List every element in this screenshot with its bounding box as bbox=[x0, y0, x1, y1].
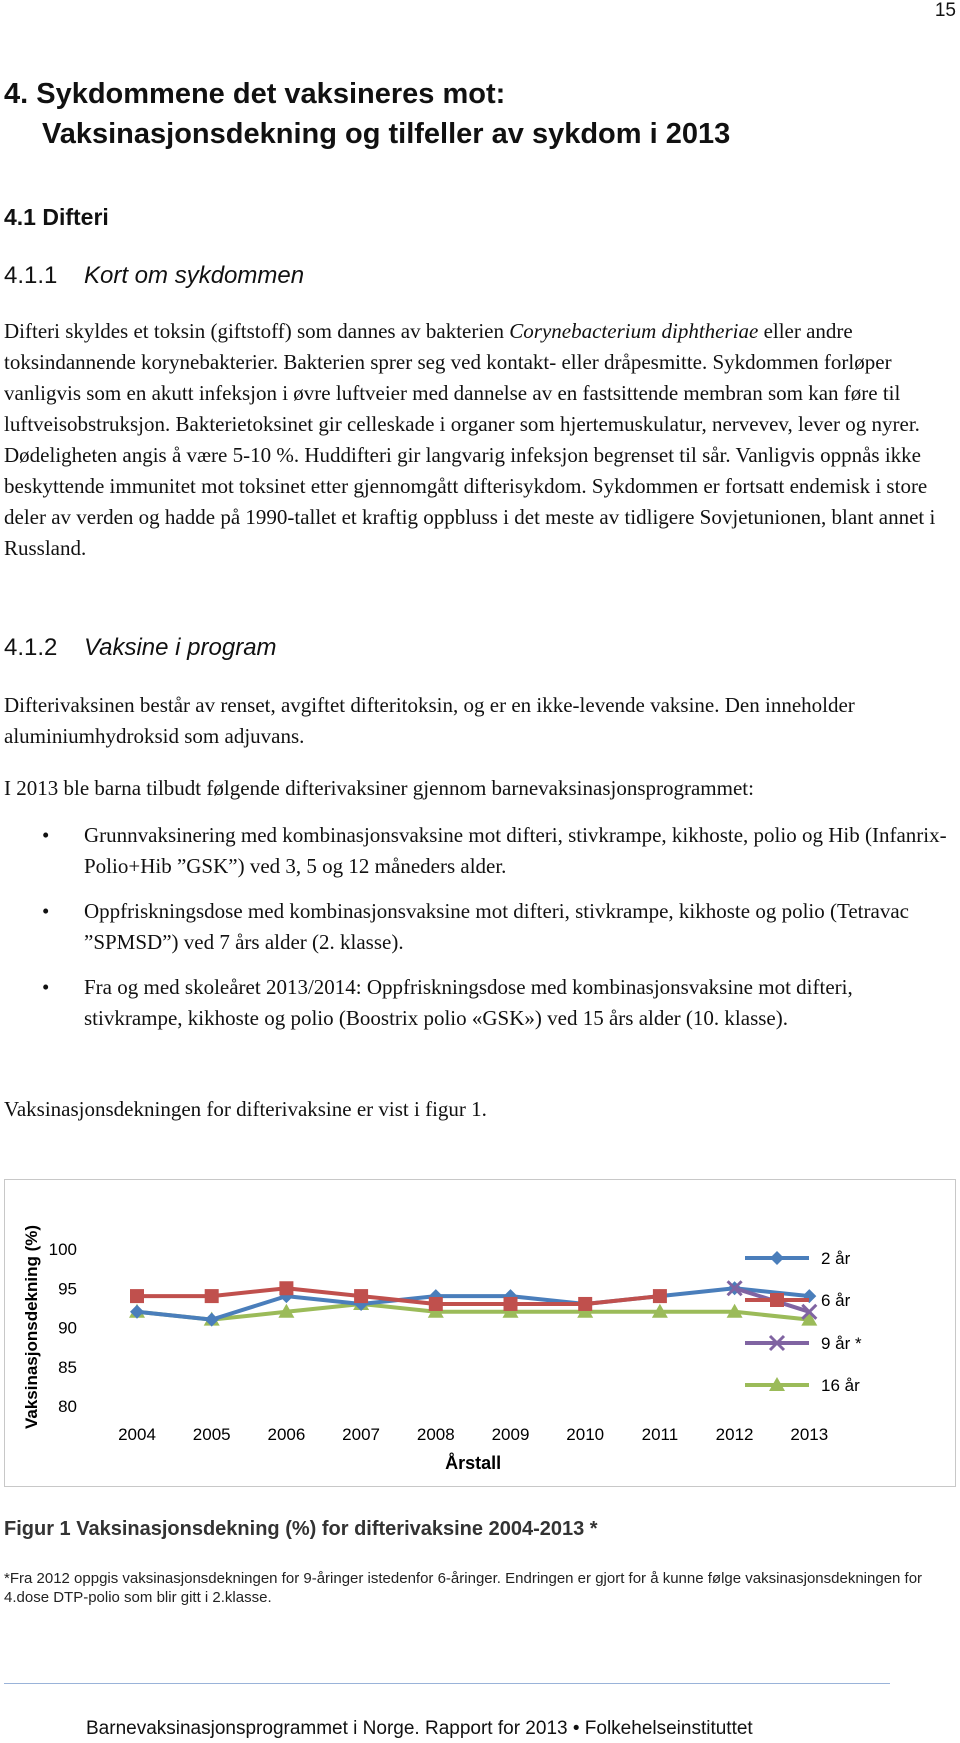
chart-frame bbox=[4, 1179, 956, 1487]
legend-marker bbox=[770, 1251, 784, 1265]
subsection-heading-411 bbox=[4, 262, 304, 290]
legend-label: 6 år bbox=[821, 1291, 851, 1310]
data-point bbox=[205, 1289, 219, 1303]
data-point bbox=[279, 1281, 293, 1295]
subsection-number: 4.1.2 bbox=[4, 634, 58, 661]
coverage-line-chart bbox=[5, 1180, 955, 1486]
subsection-heading-412 bbox=[4, 634, 277, 662]
list-item bbox=[4, 896, 954, 958]
data-point bbox=[504, 1297, 518, 1311]
x-tick-label: 2006 bbox=[267, 1425, 306, 1444]
page-footer: Barnevaksinasjonsprogrammet i Norge. Rapport for 2013 • Folkehelseinstituttet bbox=[86, 1718, 753, 1739]
paragraph-text: eller andre toksindannende korynebakterier. Bakterien sprer seg ved kontakt- eller dråpesmitte. Sykdommen forløper vanligvis som en akutt infeksjon i øvre luftveier med dannelse av en fastsittende membran som kan føre til luftveisobstruksjon. Bakterietoksinet gir celleskade i organer som hjertemuskulatur, nervevev, lever og nyrer. Dødeligheten angis å være 5-10 %. Huddifteri gir langvarig infeksjon begrenset til sår. Vanligvis oppnås ikke beskyttende immunitet mot toksinet etter gjennomgått difterisykdom. Sykdommen er fortsatt endemisk i store deler av verden og hadde på 1990-tallet et kraftig oppbluss i det meste av tidligere Sovjetunionen, blant annet i Russland. bbox=[4, 319, 936, 560]
x-axis-label: Årstall bbox=[445, 1453, 502, 1473]
subsection-number: 4.1.1 bbox=[4, 262, 58, 289]
data-point bbox=[354, 1289, 368, 1303]
bullet-icon: • bbox=[42, 899, 50, 923]
legend-marker bbox=[770, 1293, 784, 1307]
list-item-text: Oppfriskningsdose med kombinasjonsvaksine mot difteri, stivkrampe, kikhoste og polio (Tetravac ”SPMSD”) ved 7 års alder (2. klasse). bbox=[84, 899, 909, 954]
data-point bbox=[130, 1289, 144, 1303]
x-tick-label: 2005 bbox=[192, 1425, 231, 1444]
bullet-icon: • bbox=[42, 823, 50, 847]
x-tick-label: 2011 bbox=[641, 1425, 679, 1444]
subsection-title: Vaksine i program bbox=[84, 634, 277, 661]
footer-divider bbox=[4, 1683, 890, 1684]
page-number: 15 bbox=[934, 0, 956, 21]
y-tick-label: 80 bbox=[58, 1397, 77, 1416]
x-tick-label: 2004 bbox=[118, 1425, 156, 1444]
chapter-heading bbox=[4, 74, 730, 154]
y-axis-label: Vaksinasjonsdekning (%) bbox=[22, 1224, 41, 1430]
y-tick-label: 90 bbox=[58, 1318, 77, 1338]
species-name: Corynebacterium diphtheriae bbox=[509, 319, 759, 343]
legend-label: 9 år * bbox=[821, 1334, 862, 1353]
chapter-heading-line2: Vaksinasjonsdekning og tilfeller av sykdom i 2013 bbox=[42, 118, 731, 150]
x-tick-label: 2010 bbox=[566, 1425, 605, 1444]
data-point bbox=[653, 1289, 667, 1303]
section-heading: 4.1 Difteri bbox=[4, 204, 109, 230]
list-item-text: Fra og med skoleåret 2013/2014: Oppfriskningsdose med kombinasjonsvaksine mot difteri, stivkrampe, kikhoste og polio (Boostrix polio «GSK») ved 15 års alder (10. klasse). bbox=[84, 975, 853, 1030]
paragraph-disease-description bbox=[4, 316, 954, 564]
x-tick-label: 2008 bbox=[416, 1425, 455, 1444]
x-tick-label: 2009 bbox=[491, 1425, 530, 1444]
x-tick-label: 2013 bbox=[790, 1425, 829, 1444]
chapter-heading-line1: 4. Sykdommene det vaksineres mot: bbox=[4, 78, 506, 110]
y-tick-label: 100 bbox=[48, 1240, 77, 1259]
list-item bbox=[4, 972, 954, 1034]
paragraph-vaccine: Difterivaksinen består av renset, avgiftet difteritoksin, og er en ikke-levende vaksine. Den inneholder aluminiumhydroksid som adjuvans. bbox=[4, 693, 855, 748]
legend-label: 2 år bbox=[821, 1249, 851, 1268]
list-item bbox=[4, 820, 954, 882]
paragraph-text: Difteri skyldes et toksin (giftstoff) som dannes av bakterien bbox=[4, 319, 510, 343]
vaccine-bullet-list bbox=[4, 820, 954, 1048]
legend-label: 16 år bbox=[821, 1376, 860, 1395]
figure-caption: Figur 1 Vaksinasjonsdekning (%) for difterivaksine 2004-2013 * bbox=[4, 1518, 598, 1540]
list-item-text: Grunnvaksinering med kombinasjonsvaksine mot difteri, stivkrampe, kikhoste, polio og Hib (Infanrix-Polio+Hib ”GSK”) ved 3, 5 og 12 måneders alder. bbox=[84, 823, 947, 878]
paragraph-figure-reference: Vaksinasjonsdekningen for difterivaksine er vist i figur 1. bbox=[4, 1097, 487, 1121]
x-tick-label: 2007 bbox=[342, 1425, 381, 1444]
subsection-title: Kort om sykdommen bbox=[84, 262, 305, 289]
figure-footnote: *Fra 2012 oppgis vaksinasjonsdekningen for 9-åringer istedenfor 6-åringer. Endringen er gjort for å kunne følge vaksinasjonsdekningen for 4.dose DTP-polio som blir gitt i 2.klasse. bbox=[4, 1570, 923, 1606]
bullet-icon: • bbox=[42, 975, 50, 999]
paragraph-program-intro: I 2013 ble barna tilbudt følgende difterivaksiner gjennom barnevaksinasjonsprogrammet: bbox=[4, 776, 754, 800]
y-tick-label: 85 bbox=[58, 1357, 77, 1377]
x-tick-label: 2012 bbox=[715, 1425, 754, 1444]
y-tick-label: 95 bbox=[58, 1279, 77, 1299]
data-point bbox=[429, 1297, 443, 1311]
data-point bbox=[578, 1297, 592, 1311]
